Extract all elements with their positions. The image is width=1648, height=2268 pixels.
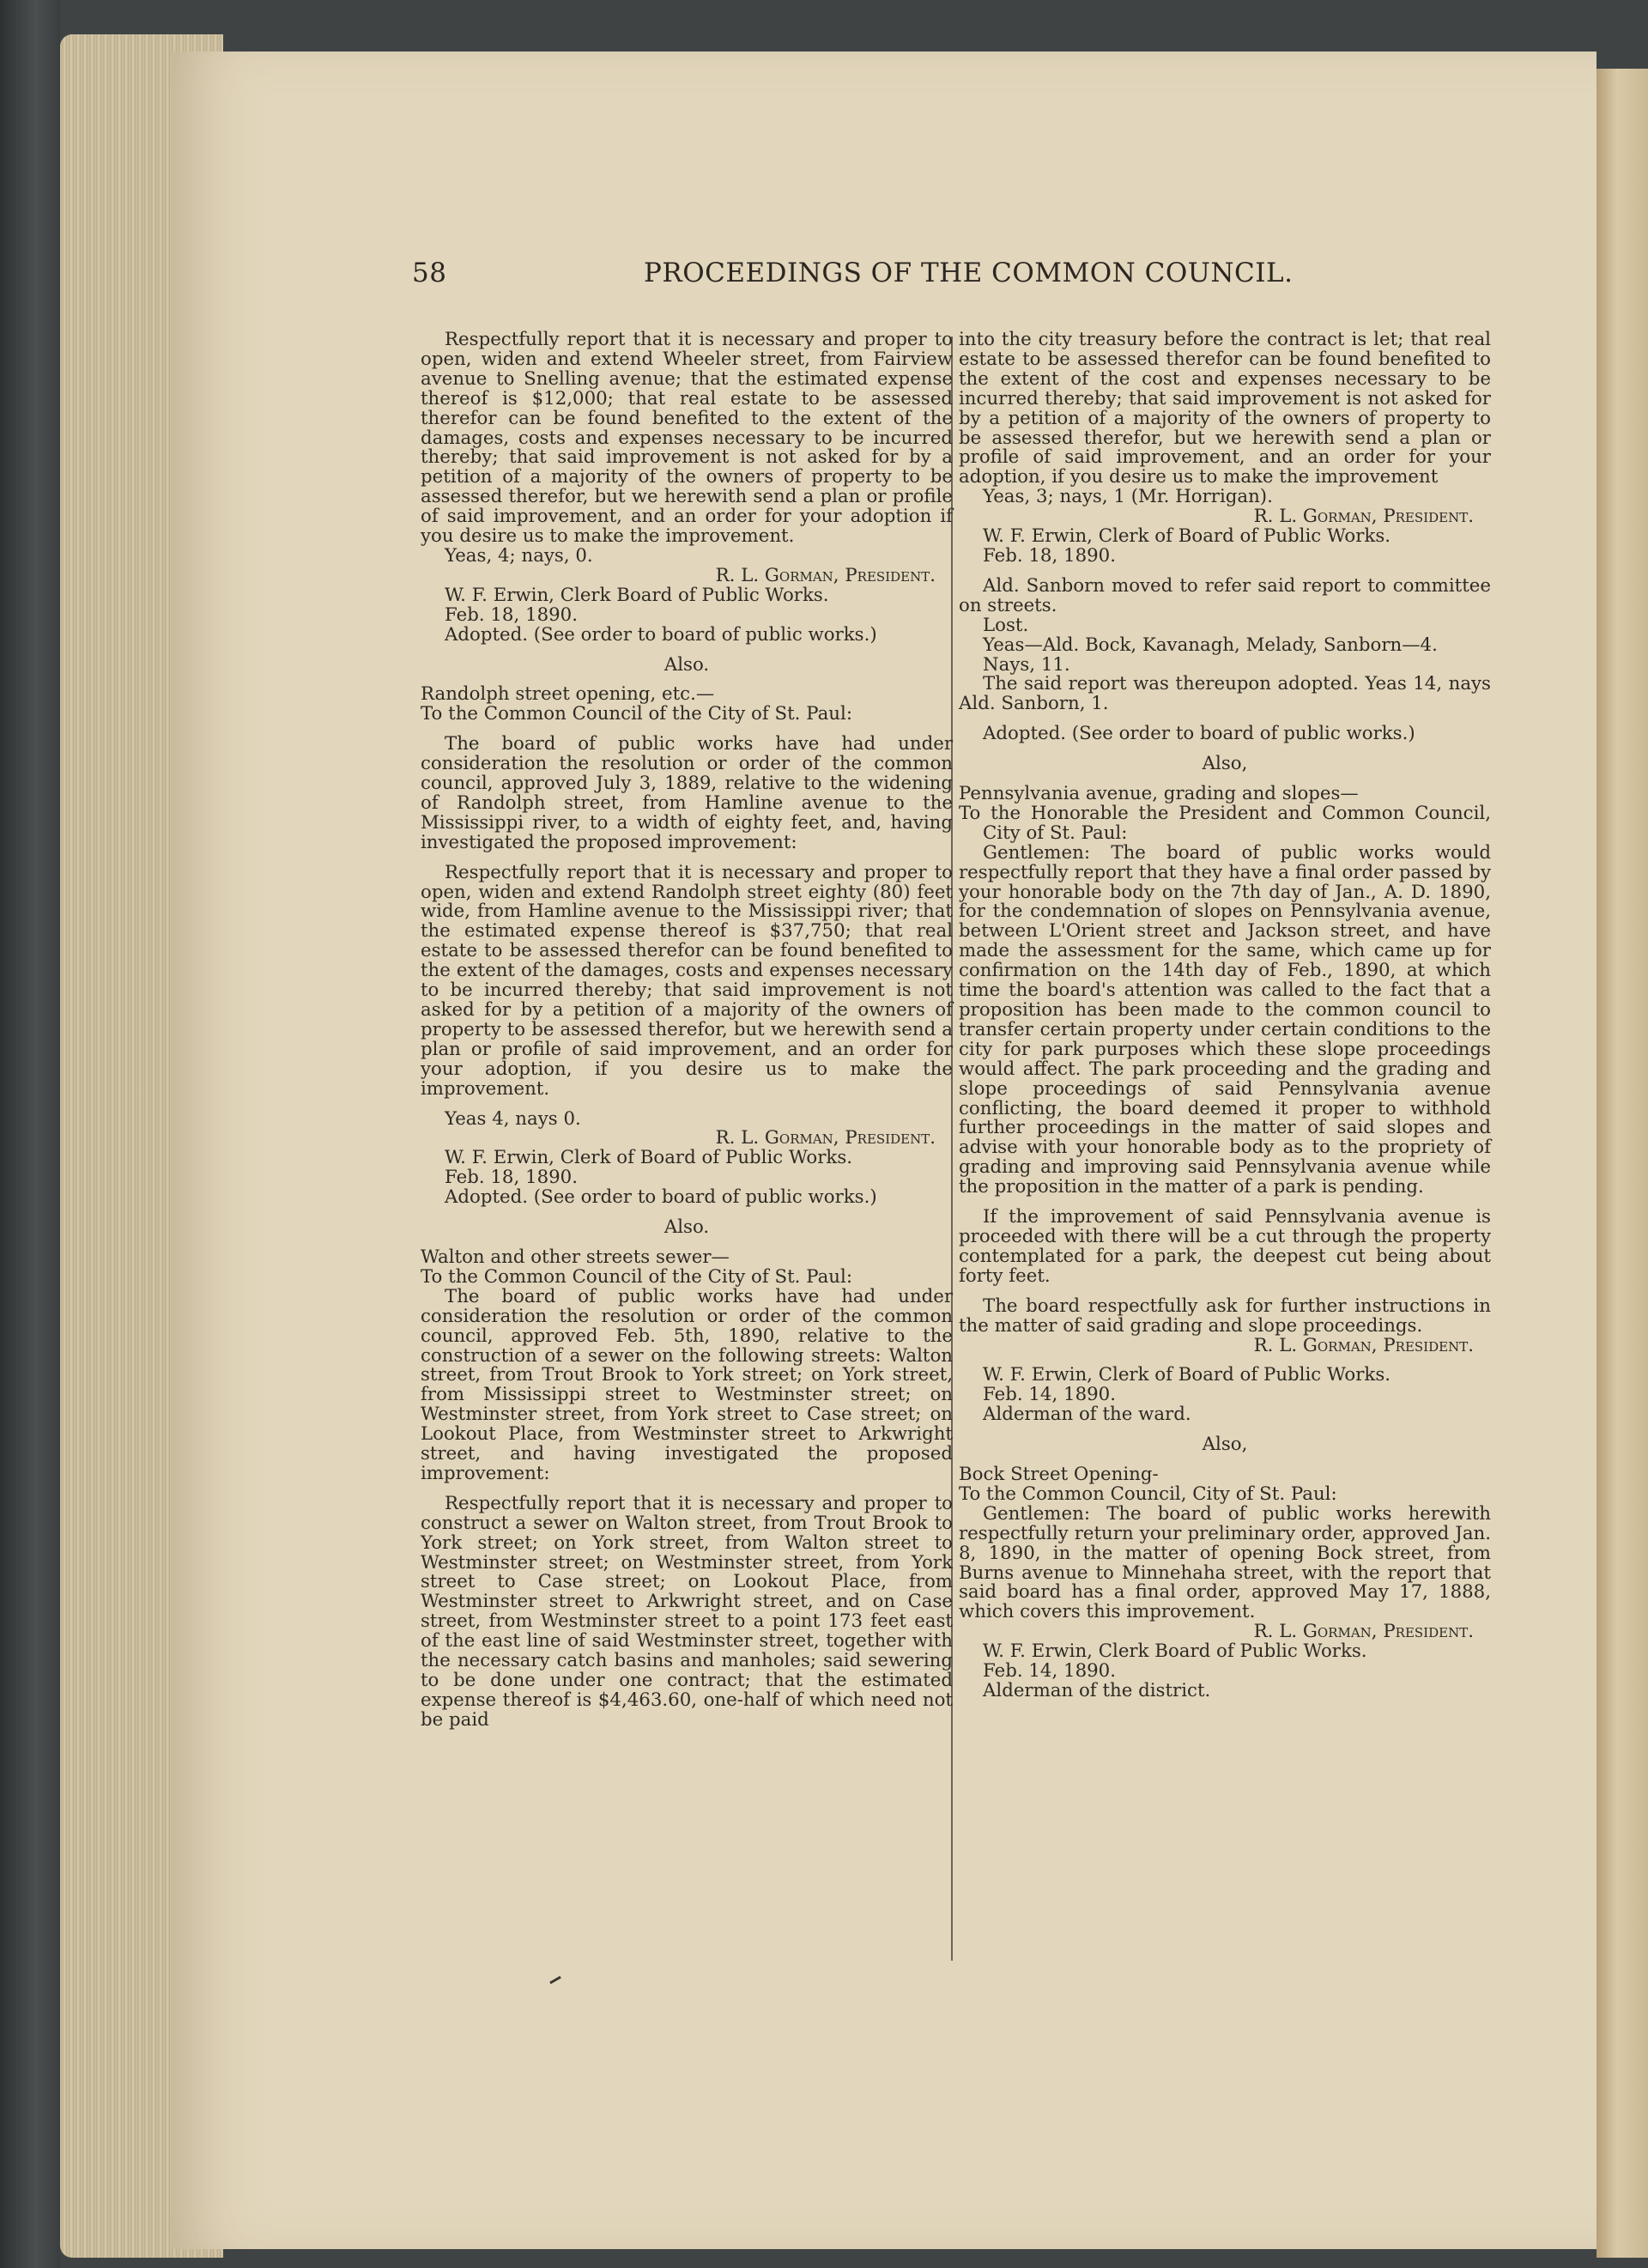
date-line: Feb. 18, 1890. [445,603,578,626]
motion-line: Ald. Sanborn moved to refer said report to committee on streets. [959,574,1491,616]
adopted-line: Adopted. (See order to board of public works.) [983,723,1415,745]
paragraph: Respectfully report that it is necessary and proper to construct a sewer on Walton street, from Trout Brook to York street; on York street, from Walton street to Westminster street; on Westminster street, from York street to Case street; on Lookout Place, from Westminster street to Arkwright street, and on Case street, from Westminster street to a point 173 feet east of the east line of said Westminster street, together with the necessary catch basins and manholes; said sewering to be done under one contract; that the estimated expense thereof is $4,463.60, one-half of which need not be paid [421,1492,953,1731]
vote-line: Yeas, 4; nays, 0. [445,544,593,567]
date-line: Feb. 14, 1890. [983,1384,1116,1406]
page-number: 58 [412,258,447,288]
result-line: Lost. [983,614,1029,636]
signature-president: R. L. Gorman, President. [1253,1621,1474,1643]
yeas-line: Yeas—Ald. Bock, Kavanagh, Melady, Sanborn—4. [983,634,1438,656]
paragraph: If the improvement of said Pennsylvania avenue is proceeded with there will be a cut through the property contemplated for a park, the deepest cut being about forty feet. [959,1206,1491,1287]
paragraph: Respectfully report that it is necessary and proper to open, widen and extend Wheeler street, from Fairview avenue to Snelling avenue; that the estimated expense thereof is $12,000; that real estate to be assessed therefor can be found benefited to the extent of the damages, costs and expenses necessary to be incurred thereby; that said improvement is not asked for by a petition of a majority of the owners of property to be assessed therefor, but we herewith send a plan or profile of said improvement, and an order for your adoption if you desire us to make the improvement. [421,329,953,548]
left-column [421,330,953,1731]
address-line: To the Honorable the President and Common Council, City of St. Paul: [959,802,1491,844]
paragraph: Respectfully report that it is necessary and proper to open, widen and extend Randolph street eighty (80) feet wide, from Hamline avenue to the Mississippi river; that the estimated expense thereof is $37,750; that real estate to be assessed therefor can be found benefited to the extent of the damages, costs and expenses necessary to be incurred thereby; that said improvement is not asked for by a petition of a majority of the owners of property to be assessed therefor, but we herewith send a plan or profile of said improvement, and an order for your adoption, if you desire us to make the improvement. [421,861,953,1100]
vote-line: Yeas, 3; nays, 1 (Mr. Horrigan). [983,486,1273,508]
also-heading: Also, [1202,1434,1248,1456]
signature-clerk: W. F. Erwin, Clerk of Board of Public Works. [445,1147,853,1169]
adopted-line: Adopted. (See order to board of public works.) [445,1186,877,1209]
adopted-line: Adopted. (See order to board of public works.) [445,623,877,646]
vote-line: Yeas 4, nays 0. [445,1107,581,1130]
book-spine [0,0,60,2268]
item-heading: Walton and other streets sewer— [421,1246,730,1268]
also-heading: Also. [663,1216,710,1239]
date-line: Feb. 18, 1890. [445,1167,578,1189]
nays-line: Nays, 11. [983,653,1070,676]
signature-president: R. L. Gorman, President. [715,564,936,586]
address-line: To the Common Council of the City of St. Paul: [421,1265,852,1288]
date-line: Feb. 14, 1890. [983,1660,1116,1683]
item-heading: Randolph street opening, etc.— [421,683,715,706]
signature-president: R. L. Gorman, President. [715,1127,936,1149]
paragraph: The board of public works have had under consideration the resolution or order of the common council, approved Feb. 5th, 1890, relative to the construction of a sewer on the following streets: Walton street, from Trout Brook to York street; on York street, from Mississippi street to Westminster street; on Westminster street, from York street to Case street; on Lookout Place, from Westminster street to Arkwright street, and having investigated the proposed improvement: [421,1285,953,1484]
item-heading: Pennsylvania avenue, grading and slopes— [959,783,1359,805]
address-line: To the Common Council of the City of St. Paul: [421,703,852,725]
paragraph: Gentlemen: The board of public works herewith respectfully return your preliminary order, approved Jan. 8, 1890, in the matter of opening Bock street, from Burns avenue to Minnehaha street, with the report that said board has a final order, approved May 17, 1888, which covers this improvement. [959,1502,1491,1623]
item-heading: Bock Street Opening- [959,1464,1159,1486]
signature-clerk: W. F. Erwin, Clerk Board of Public Works. [983,1640,1367,1663]
paragraph: Gentlemen: The board of public works would respectfully report that they have a final order passed by your honorable body on the 7th day of Jan., A. D. 1890, for the condemnation of slopes on Pennsylvania avenue, between L'Orient street and Jackson street, and have made the assessment for the same, which came up for confirmation on the 14th day of Feb., 1890, at which time the board's attention was called to the fact that a proposition has been made to the common council to transfer certain property under certain conditions to the city for park purposes which these slope proceedings would affect. The park proceeding and the grading and slope proceedings of said Pennsylvania avenue conflicting, the board deemed it proper to withhold further proceedings in the matter of said slopes and advise with your honorable body as to the propriety of grading and improving said Pennsylvania avenue while the proposition in the matter of a park is pending. [959,841,1491,1198]
paragraph: into the city treasury before the contract is let; that real estate to be assessed therefor can be found benefited to the extent of the cost and expenses necessary to be incurred thereby; that said improvement is not asked for by a petition of a majority of the owners of property to be assessed therefor, but we herewith send a plan or profile of said improvement, and an order for your adoption, if you desire us to make the improvement [959,329,1491,488]
referral-line: Alderman of the district. [983,1680,1211,1701]
referral-line: Alderman of the ward. [983,1404,1191,1426]
date-line: Feb. 18, 1890. [983,544,1116,567]
page-title: PROCEEDINGS OF THE COMMON COUNCIL. [644,258,1294,288]
signature-president: R. L. Gorman, President. [1253,506,1474,528]
facing-page-edge [1596,69,1648,2258]
signature-clerk: W. F. Erwin, Clerk of Board of Public Works. [983,1364,1391,1386]
also-heading: Also, [1202,753,1248,775]
signature-clerk: W. F. Erwin, Clerk of Board of Public Works. [983,525,1391,548]
signature-clerk: W. F. Erwin, Clerk Board of Public Works. [445,584,829,606]
address-line: To the Common Council, City of St. Paul: [959,1483,1337,1505]
paragraph: The board respectfully ask for further instructions in the matter of said grading and slope proceedings. [959,1295,1491,1337]
page-header [412,258,1485,292]
also-heading: Also. [663,653,710,676]
result-line: The said report was thereupon adopted. Yeas 14, nays Ald. Sanborn, 1. [959,673,1491,715]
right-column [959,330,1491,1701]
signature-president: R. L. Gorman, President. [1253,1334,1474,1356]
paragraph: The board of public works have had under consideration the resolution or order of the common council, approved July 3, 1889, relative to the widening of Randolph street, from Hamline avenue to the Mississippi river, to a width of eighty feet, and, having investigated the proposed improvement: [421,733,953,853]
